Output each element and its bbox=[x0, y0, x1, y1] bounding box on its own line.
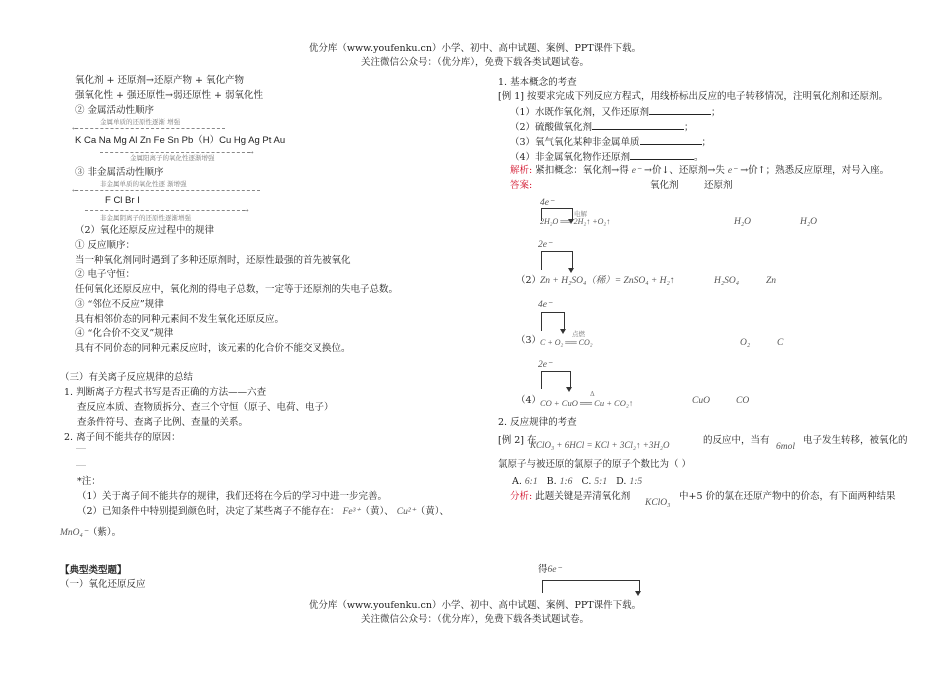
left-text-15: 1. 判断离子方程式书写是否正确的方法——六查 bbox=[64, 387, 267, 398]
fenxi-kclo3: KClO₃ bbox=[645, 498, 671, 508]
analysis-text-3: →价↑；熟悉反应原理，对号入座。 bbox=[740, 165, 890, 176]
blank-2 bbox=[592, 119, 684, 130]
eq2-number: （2） bbox=[516, 275, 542, 286]
option-d-value: 1:5 bbox=[629, 477, 643, 487]
gain-bracket bbox=[542, 580, 640, 593]
mno4-line bbox=[60, 526, 121, 540]
eq2-electrons: 2e⁻ bbox=[538, 240, 552, 250]
analysis-e-2: e⁻ bbox=[727, 166, 738, 176]
typical-questions-heading: 【典型类型题】 bbox=[60, 565, 127, 576]
question-2-text: （2）硫酸做氧化剂 bbox=[510, 122, 593, 133]
analysis-e-1: e⁻ bbox=[631, 166, 641, 176]
right-arrowhead-2: → bbox=[242, 206, 249, 215]
example-2-mol: 6mol bbox=[776, 442, 795, 452]
mno4-ion: MnO₄⁻ bbox=[60, 528, 88, 538]
eq2-arrowhead bbox=[568, 268, 574, 273]
options bbox=[512, 475, 642, 489]
metal-series: K Ca Na Mg Al Zn Fe Sn Pb（H）Cu Hg Ag Pt Au bbox=[75, 135, 286, 146]
question-3-text: （3）氧气氧化某种非金属单质 bbox=[510, 137, 640, 148]
option-d-label: D. bbox=[616, 476, 627, 487]
metal-top-arrow-line bbox=[75, 128, 225, 129]
option-a-label: A. bbox=[512, 476, 522, 487]
redox-subheading: （一）氧化还原反应 bbox=[60, 579, 146, 590]
nonmetal-series: F Cl Br I bbox=[105, 195, 140, 206]
fenxi-line bbox=[510, 490, 630, 504]
option-b[interactable] bbox=[547, 476, 573, 487]
analysis-label: 解析: bbox=[510, 165, 533, 176]
question-1-text: （1）水既作氧化剂，又作还原剂 bbox=[510, 107, 650, 118]
eq3-arrowhead bbox=[560, 329, 566, 334]
right-heading-2: 2. 反应规律的考查 bbox=[498, 417, 577, 428]
left-text-6: ① 反应顺序： bbox=[75, 240, 136, 251]
metal-bottom-note: 金属阳离子的氧化性逐渐增强 bbox=[130, 154, 215, 162]
left-text-4: ③ 非金属活动性顺序 bbox=[75, 167, 164, 178]
left-text-12: ④ “化合价不交叉”规律 bbox=[75, 328, 174, 339]
cu-ion: Cu²⁺ bbox=[396, 507, 416, 517]
fenxi-label: 分析: bbox=[510, 491, 533, 502]
option-d[interactable] bbox=[616, 476, 642, 487]
question-1-end: ； bbox=[711, 107, 721, 118]
left-text-1: 氧化剂 + 还原剂→还原产物 + 氧化产物 bbox=[75, 75, 244, 86]
nonmetal-top-note: 非金属单质的氧化性逐 渐增强 bbox=[100, 180, 187, 188]
fenxi-text-1: 此题关键是弄清氧化剂 bbox=[535, 491, 631, 502]
eq4-oxidant: CuO bbox=[692, 396, 710, 406]
answer-label: 答案: bbox=[510, 180, 533, 191]
left-text-2: 强氧化性 + 强还原性→弱还原性 + 弱氧化性 bbox=[75, 90, 263, 101]
option-b-label: B. bbox=[546, 476, 557, 487]
example-1-text: [例 1] 按要求完成下列反应方程式，用线桥标出反应的电子转移情况，注明氧化剂和还原剂。 bbox=[498, 91, 888, 102]
blank-1 bbox=[649, 104, 711, 115]
option-a-value: 6:1 bbox=[524, 477, 538, 487]
left-text-13: 具有不同价态的同种元素反应时，该元素的化合价不能交叉换位。 bbox=[75, 343, 351, 354]
fe-color: （黄）、 bbox=[360, 506, 394, 517]
eq1-reductant: H₂O bbox=[800, 217, 818, 227]
question-4 bbox=[510, 149, 704, 165]
option-c-value: 5:1 bbox=[594, 477, 608, 487]
header-line-2: 关注微信公众号：（优分库），免费下载各类试题试卷。 bbox=[360, 57, 589, 68]
section-heading: （三）有关离子反应规律的总结 bbox=[60, 372, 194, 383]
left-arrowhead-2: ← bbox=[72, 186, 79, 195]
left-text-18: 2. 离子间不能共存的原因： bbox=[64, 432, 181, 443]
note-heading: *注： bbox=[77, 476, 101, 487]
gain-arrowhead bbox=[635, 591, 641, 596]
eq4-number: （4） bbox=[516, 395, 542, 406]
analysis-text-1: 紧扣概念：氧化剂→得 bbox=[535, 165, 629, 176]
gain-electrons: 6e⁻ bbox=[547, 565, 562, 575]
faint-mark bbox=[76, 448, 86, 466]
analysis-line bbox=[510, 164, 889, 178]
question-4-text: （4）非金属氧化物作还原剂 bbox=[510, 152, 631, 163]
left-arrowhead: ← bbox=[72, 124, 79, 133]
option-c-label: C. bbox=[581, 476, 592, 487]
question-2 bbox=[510, 119, 694, 135]
cu-color: （黄）、 bbox=[415, 506, 449, 517]
eq2-equation: Zn + H₂SO₄（稀）= ZnSO₄ + H₂↑ bbox=[540, 276, 675, 286]
mno4-color: （紫）。 bbox=[87, 527, 122, 538]
left-text-5: （2）氧化还原反应过程中的规律 bbox=[75, 225, 215, 236]
left-text-17: 查条件符号、查离子比例、查量的关系。 bbox=[77, 417, 249, 428]
note-2-text: （2）已知条件中特别提到颜色时，决定了某些离子不能存在： bbox=[77, 506, 340, 517]
metal-top-note: 金属单质的还原性逐渐 增强 bbox=[100, 118, 181, 126]
eq3-oxidant: O₂ bbox=[740, 338, 751, 348]
left-text-11: 具有相邻价态的同种元素间不发生氧化还原反应。 bbox=[75, 314, 285, 325]
question-3-end: ； bbox=[701, 137, 712, 148]
eq2-oxidant: H₂SO₄ bbox=[714, 276, 740, 286]
left-text-16: 查反应本质、查物质拆分、查三个守恒（原子、电荷、电子） bbox=[77, 402, 334, 413]
footer-line-1: 优分库（www.youfenku.cn）小学、初中、高中试题、案例、PPT课件下载。 bbox=[308, 600, 642, 611]
note-2 bbox=[77, 505, 449, 519]
question-3 bbox=[510, 134, 711, 150]
left-text-7: 当一种氧化剂同时遇到了多种还原剂时，还原性最强的首先被氧化 bbox=[75, 255, 351, 266]
eq1-condition: 电解 bbox=[574, 210, 587, 218]
example-2-end: 电子发生转移，被氧化的 bbox=[803, 435, 908, 446]
eq4-condition: Δ bbox=[590, 390, 595, 398]
right-arrowhead: → bbox=[247, 148, 254, 157]
option-c[interactable] bbox=[581, 476, 607, 487]
eq1-oxidant: H₂O bbox=[734, 217, 752, 227]
example-2-prefix: [例 2] 在 bbox=[498, 435, 537, 446]
option-a[interactable] bbox=[512, 476, 538, 487]
note-1: （1）关于离子间不能共存的规律，我们还将在今后的学习中进一步完善。 bbox=[77, 491, 388, 502]
blank-3 bbox=[640, 134, 702, 145]
footer-line-2: 关注微信公众号：（优分库），免费下载各类试题试卷。 bbox=[360, 614, 589, 625]
question-4-end: 。 bbox=[694, 152, 704, 163]
eq3-electrons: 4e⁻ bbox=[538, 300, 552, 310]
col-oxidant: 氧化剂 bbox=[650, 180, 679, 191]
left-text-3: ② 金属活动性顺序 bbox=[75, 105, 155, 116]
eq4-equation: CO + CuO ══ Cu + CO₂↑ bbox=[540, 398, 634, 408]
fenxi-text-2: 中+5 价的氯在还原产物中的价态，有下面两种结果 bbox=[679, 491, 896, 502]
example-2-equation: KClO₃ + 6HCl = KCl + 3Cl₂↑ +3H₂O bbox=[530, 440, 670, 450]
option-b-value: 1:6 bbox=[559, 477, 573, 487]
example-2-mid: 的反应中，当有 bbox=[703, 435, 770, 446]
metal-bottom-arrow-line bbox=[100, 152, 250, 153]
left-text-10: ③ “邻位不反应”规律 bbox=[75, 299, 164, 310]
example-2-question: 氯原子与被还原的氯原子的原子个数比为（ ） bbox=[498, 459, 692, 470]
eq4-reductant: CO bbox=[736, 396, 750, 406]
question-1 bbox=[510, 104, 721, 120]
gain-label: 得 bbox=[538, 564, 548, 575]
eq3-number: （3） bbox=[516, 335, 542, 346]
gain-label-line bbox=[538, 563, 562, 577]
nonmetal-top-arrow-line bbox=[75, 190, 260, 191]
left-text-8: ② 电子守恒： bbox=[75, 269, 136, 280]
blank-4 bbox=[630, 149, 694, 160]
nonmetal-bottom-note: 非金属阴离子的还原性逐渐增强 bbox=[100, 214, 191, 222]
eq3-condition: 点燃 bbox=[572, 330, 585, 338]
left-text-9: 任何氧化还原反应中，氧化剂的得电子总数，一定等于还原剂的失电子总数。 bbox=[75, 284, 399, 295]
eq2-reductant: Zn bbox=[766, 276, 777, 286]
eq1-equation: 2H₂O ══ 2H₂↑ +O₂↑ bbox=[540, 217, 611, 226]
eq1-electrons: 4e⁻ bbox=[540, 198, 554, 208]
eq4-arrowhead bbox=[566, 387, 572, 392]
right-heading-1: 1. 基本概念的考查 bbox=[498, 77, 577, 88]
eq4-electrons: 2e⁻ bbox=[538, 360, 552, 370]
col-reductant: 还原剂 bbox=[704, 180, 733, 191]
question-2-end: ； bbox=[684, 122, 694, 133]
eq3-equation: C + O₂ ══ CO₂ bbox=[540, 338, 593, 347]
fe-ion: Fe³⁺ bbox=[342, 507, 361, 517]
header-line-1: 优分库（www.youfenku.cn）小学、初中、高中试题、案例、PPT课件下载。 bbox=[308, 43, 642, 54]
analysis-text-2: →价↓、还原剂→失 bbox=[644, 165, 725, 176]
nonmetal-bottom-arrow-line bbox=[85, 210, 245, 211]
eq3-reductant: C bbox=[777, 338, 784, 348]
